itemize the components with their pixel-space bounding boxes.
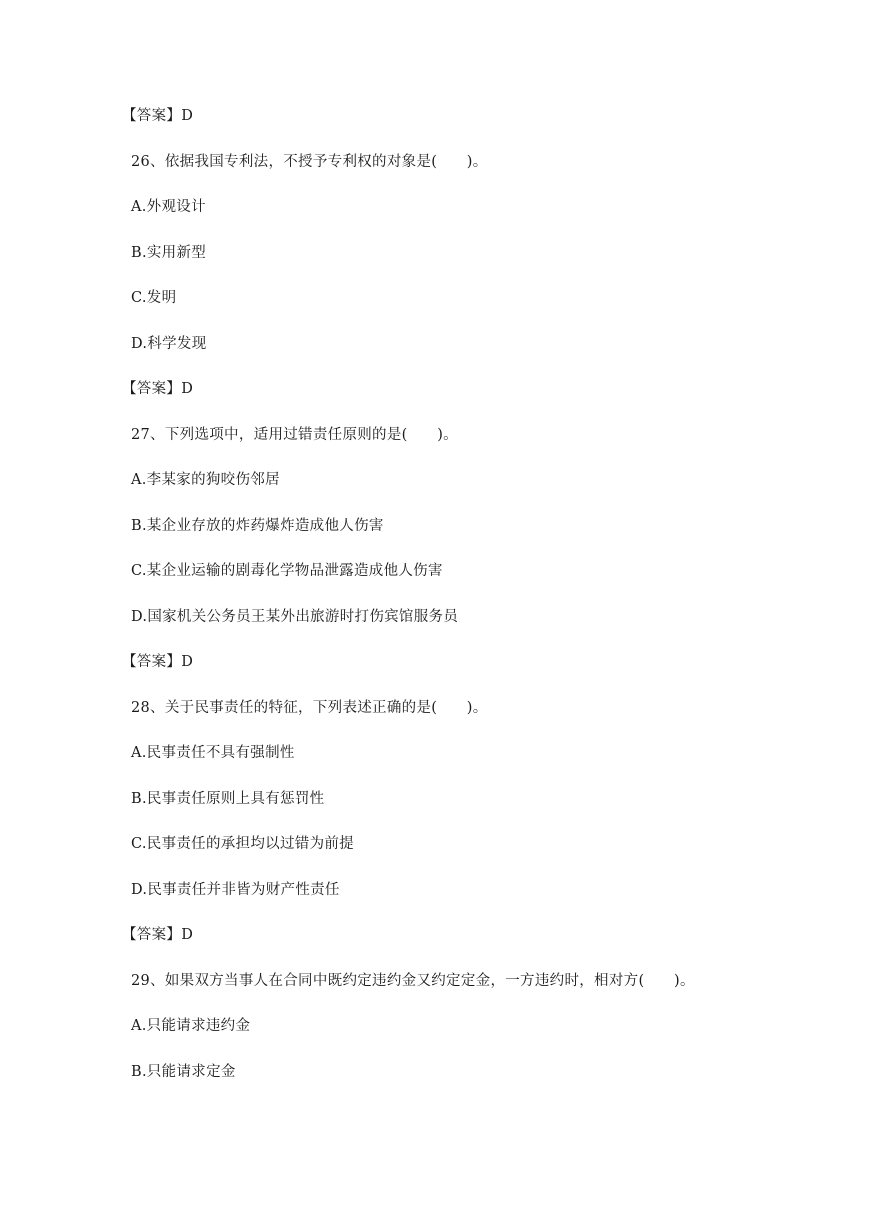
option-line: D.国家机关公务员王某外出旅游时打伤宾馆服务员 xyxy=(131,609,459,625)
option-line: A.李某家的狗咬伤邻居 xyxy=(131,472,280,488)
option-line: B.某企业存放的炸药爆炸造成他人伤害 xyxy=(131,518,384,534)
option-line: B.实用新型 xyxy=(131,245,207,261)
answer-line: 【答案】D xyxy=(122,108,194,124)
option-line: A.民事责任不具有强制性 xyxy=(131,745,295,761)
option-line: C.某企业运输的剧毒化学物品泄露造成他人伤害 xyxy=(131,563,443,579)
question-28: 28、关于民事责任的特征，下列表述正确的是( )。 xyxy=(131,700,488,716)
answer-line: 【答案】D xyxy=(122,927,194,943)
option-line: B.民事责任原则上具有惩罚性 xyxy=(131,791,325,807)
option-line: A.只能请求违约金 xyxy=(131,1018,251,1034)
question-27: 27、下列选项中，适用过错责任原则的是( )。 xyxy=(131,427,458,443)
question-29: 29、如果双方当事人在合同中既约定违约金又约定定金，一方违约时，相对方( )。 xyxy=(131,973,695,989)
option-line: C.民事责任的承担均以过错为前提 xyxy=(131,836,354,852)
answer-line: 【答案】D xyxy=(122,381,194,397)
option-line: D.科学发现 xyxy=(131,336,207,352)
question-26: 26、依据我国专利法，不授予专利权的对象是( )。 xyxy=(131,154,488,170)
option-line: D.民事责任并非皆为财产性责任 xyxy=(131,882,340,898)
option-line: B.只能请求定金 xyxy=(131,1064,236,1080)
option-line: A.外观设计 xyxy=(131,199,206,215)
option-line: C.发明 xyxy=(131,290,177,306)
answer-line: 【答案】D xyxy=(122,654,194,670)
